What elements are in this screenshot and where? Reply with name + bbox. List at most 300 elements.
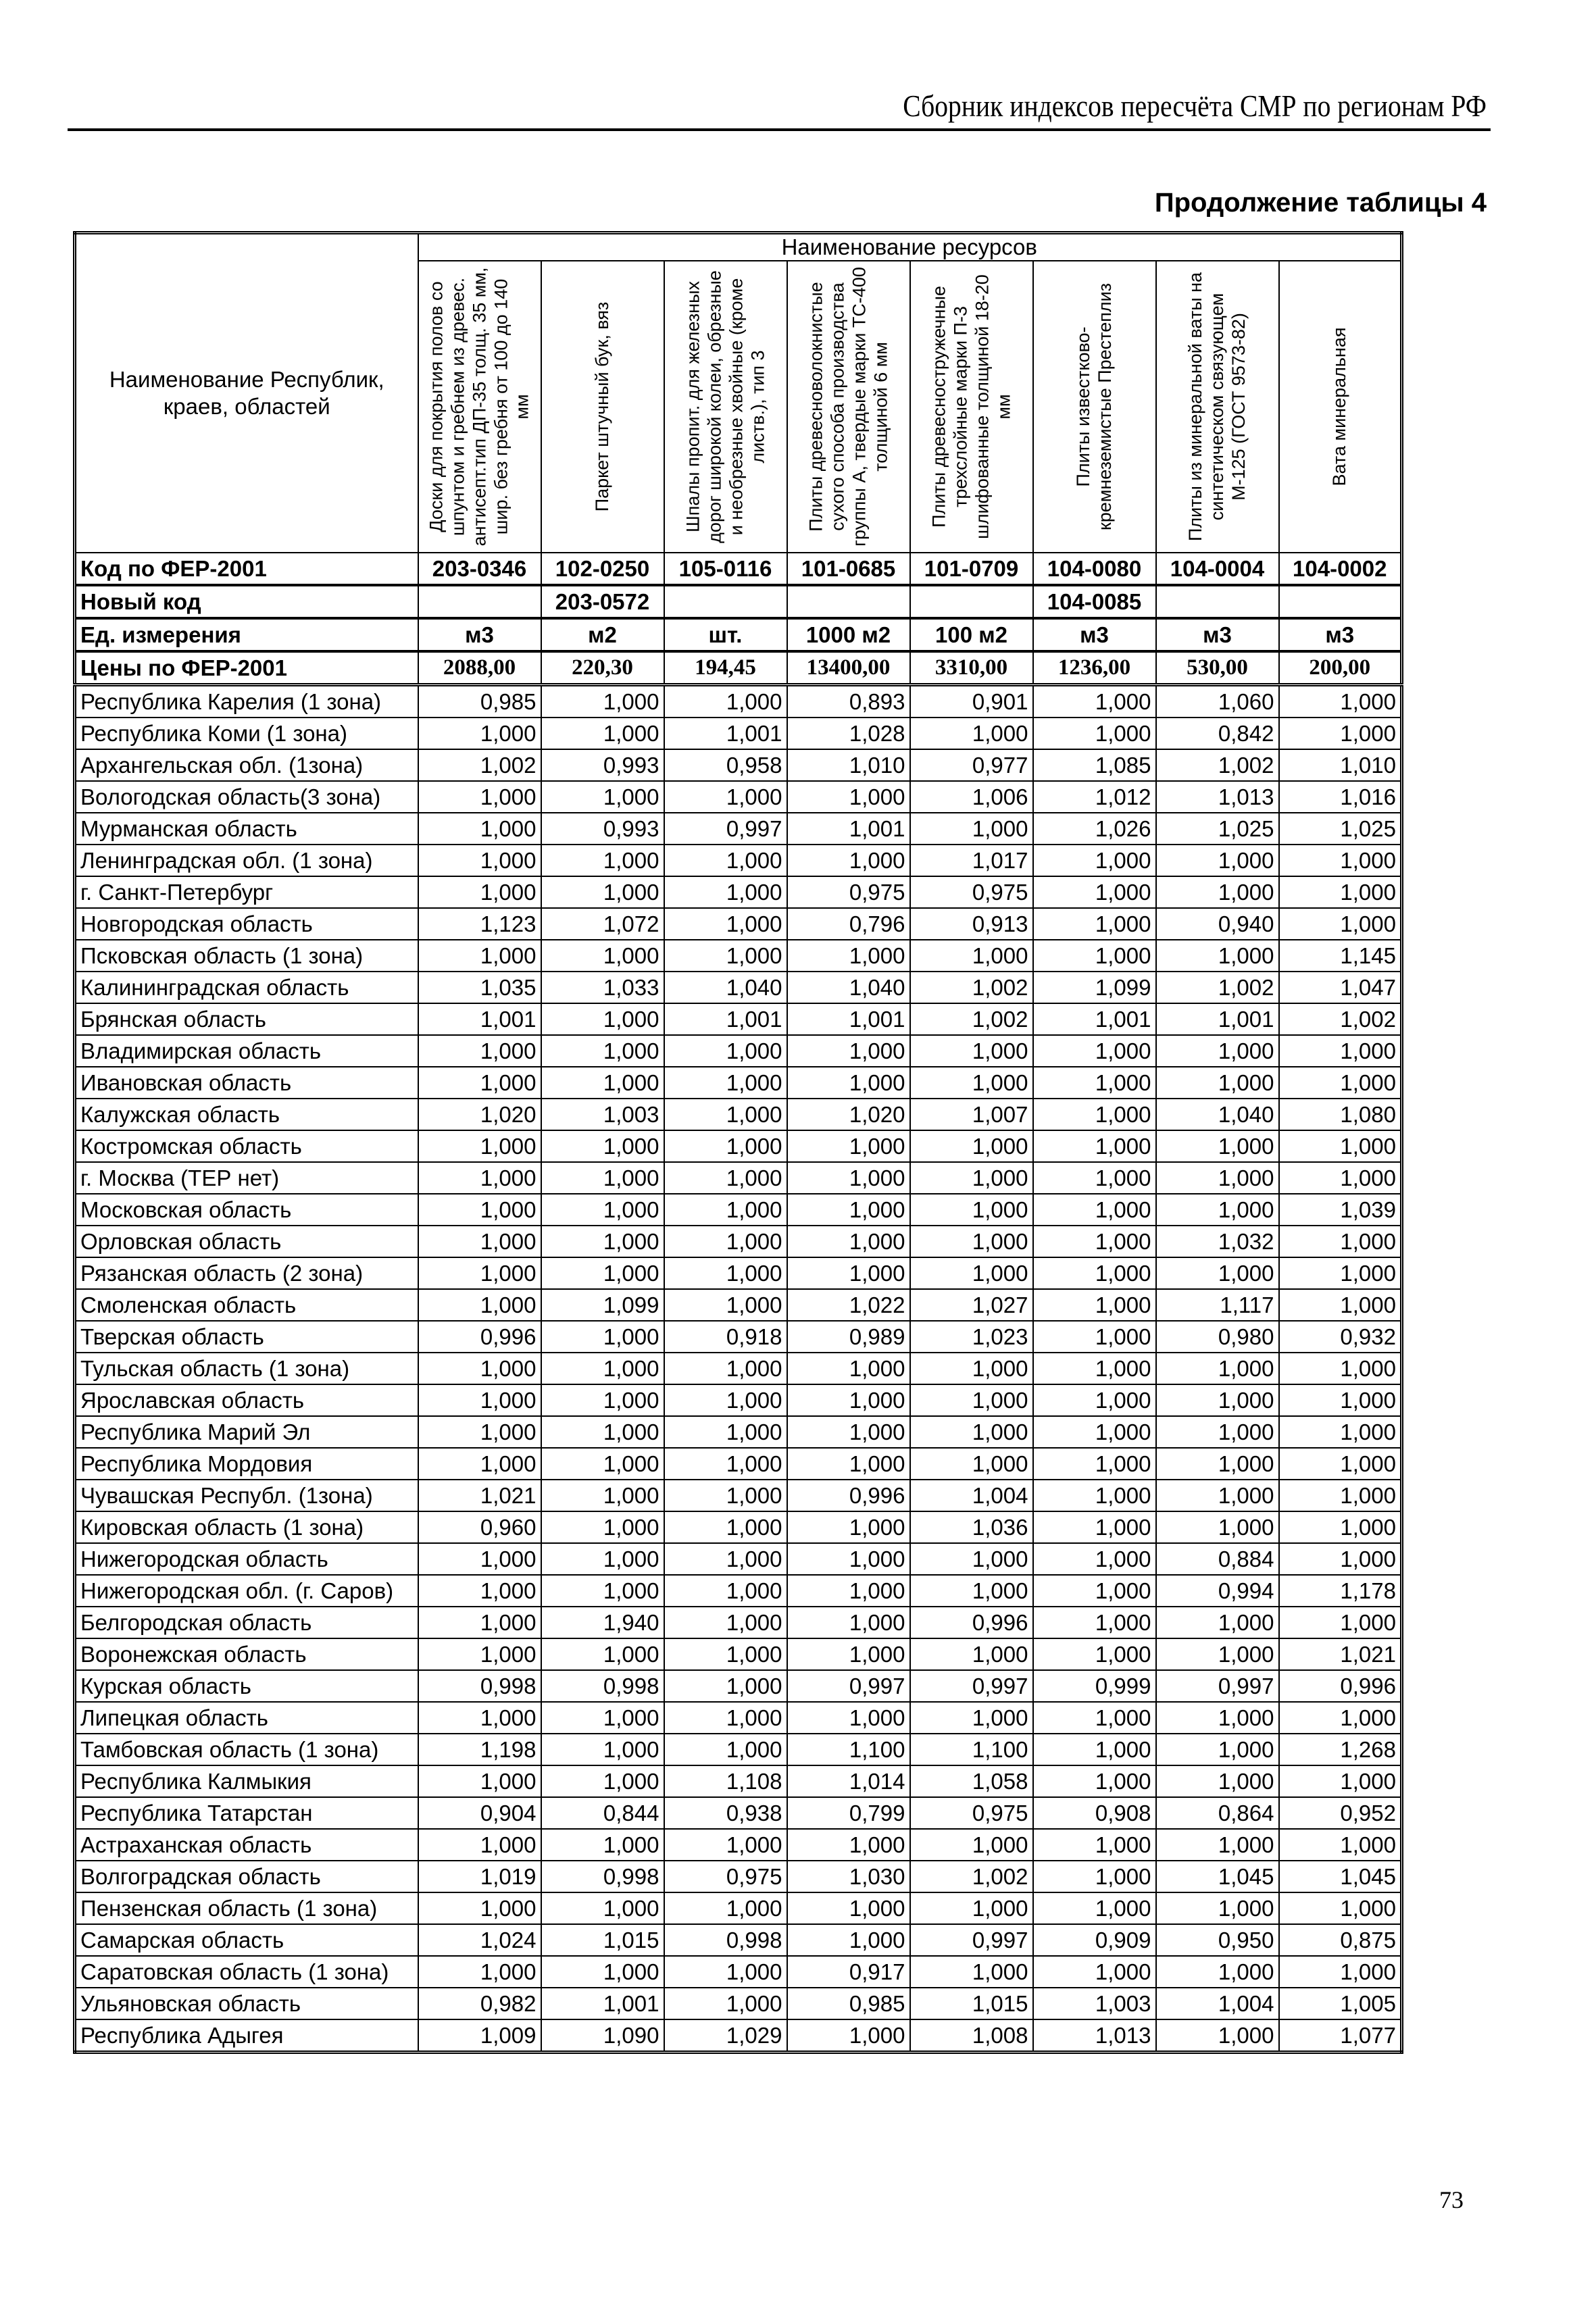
index-value: 1,002 <box>910 1861 1033 1892</box>
index-value: 1,026 <box>1033 813 1156 845</box>
header-rule <box>68 128 1491 131</box>
meta-cell <box>1279 585 1402 618</box>
index-value: 1,000 <box>1156 1480 1279 1511</box>
index-value: 1,268 <box>1279 1734 1402 1765</box>
index-value: 1,000 <box>787 1638 910 1670</box>
index-value: 1,000 <box>1033 1511 1156 1543</box>
index-value: 0,952 <box>1279 1797 1402 1829</box>
index-value: 1,012 <box>1033 781 1156 813</box>
index-value: 1,000 <box>1279 1480 1402 1511</box>
index-value: 1,000 <box>1156 1035 1279 1067</box>
index-value: 1,000 <box>664 1607 787 1638</box>
index-value: 0,940 <box>1156 908 1279 940</box>
index-value: 1,000 <box>1279 685 1402 718</box>
index-value: 0,844 <box>541 1797 664 1829</box>
index-value: 1,058 <box>910 1765 1033 1797</box>
region-name: Московская область <box>75 1194 418 1226</box>
region-name: Калининградская область <box>75 972 418 1003</box>
index-value: 1,000 <box>910 940 1033 972</box>
index-value: 1,000 <box>787 1448 910 1480</box>
meta-cell: 203-0572 <box>541 585 664 618</box>
region-name: Республика Мордовия <box>75 1448 418 1480</box>
table-row <box>75 1162 1402 1194</box>
index-value: 1,000 <box>418 1162 541 1194</box>
index-value: 1,000 <box>1156 1384 1279 1416</box>
index-value: 1,000 <box>1279 1416 1402 1448</box>
index-value: 1,000 <box>664 1353 787 1384</box>
index-value: 1,000 <box>1156 1511 1279 1543</box>
unit-row <box>75 618 1402 651</box>
index-value: 0,993 <box>541 813 664 845</box>
index-value: 1,000 <box>787 1511 910 1543</box>
index-value: 1,000 <box>787 940 910 972</box>
index-value: 1,000 <box>1156 876 1279 908</box>
index-value: 1,027 <box>910 1289 1033 1321</box>
index-value: 1,000 <box>418 1448 541 1480</box>
index-table <box>73 231 1403 2054</box>
index-value: 1,000 <box>1033 1448 1156 1480</box>
resource-name: Паркет штучный бук, вяз <box>591 301 612 512</box>
region-name: Кировская область (1 зона) <box>75 1511 418 1543</box>
index-value: 0,975 <box>787 876 910 908</box>
index-value: 1,000 <box>910 1194 1033 1226</box>
index-value: 1,001 <box>1156 1003 1279 1035</box>
index-value: 1,077 <box>1279 2019 1402 2053</box>
index-value: 1,000 <box>664 1670 787 1702</box>
meta-cell: 220,30 <box>541 651 664 685</box>
index-value: 1,000 <box>910 1035 1033 1067</box>
index-value: 1,000 <box>541 1480 664 1511</box>
index-value: 1,080 <box>1279 1099 1402 1130</box>
index-value: 1,100 <box>787 1734 910 1765</box>
index-value: 1,072 <box>541 908 664 940</box>
index-value: 1,036 <box>910 1511 1033 1543</box>
index-value: 1,040 <box>664 972 787 1003</box>
index-value: 0,997 <box>910 1670 1033 1702</box>
index-value: 1,017 <box>910 845 1033 876</box>
region-name: Республика Татарстан <box>75 1797 418 1829</box>
index-value: 1,000 <box>664 845 787 876</box>
region-name: Воронежская область <box>75 1638 418 1670</box>
table-row <box>75 1099 1402 1130</box>
index-value: 1,000 <box>1033 1194 1156 1226</box>
index-value: 1,003 <box>1033 1988 1156 2019</box>
index-value: 1,000 <box>664 876 787 908</box>
index-value: 1,003 <box>541 1099 664 1130</box>
index-value: 0,985 <box>418 685 541 718</box>
index-value: 1,000 <box>418 1384 541 1416</box>
index-value: 0,799 <box>787 1797 910 1829</box>
table-row <box>75 1321 1402 1353</box>
code-row <box>75 553 1402 585</box>
index-value: 1,000 <box>664 1480 787 1511</box>
index-value: 1,000 <box>541 781 664 813</box>
index-value: 1,000 <box>664 1257 787 1289</box>
index-value: 1,015 <box>910 1988 1033 2019</box>
index-value: 1,000 <box>1279 845 1402 876</box>
meta-label: Цены по ФЕР-2001 <box>75 651 418 685</box>
index-value: 1,000 <box>1156 1765 1279 1797</box>
index-value: 1,000 <box>1279 1607 1402 1638</box>
index-value: 1,010 <box>787 749 910 781</box>
index-value: 1,000 <box>1279 1829 1402 1861</box>
index-value: 0,904 <box>418 1797 541 1829</box>
region-name: Ярославская область <box>75 1384 418 1416</box>
index-value: 1,025 <box>1279 813 1402 845</box>
meta-cell: 102-0250 <box>541 553 664 585</box>
index-value: 1,000 <box>1033 1956 1156 1988</box>
index-value: 1,000 <box>1033 1226 1156 1257</box>
region-name: Рязанская область (2 зона) <box>75 1257 418 1289</box>
resource-name: Доски для покрытия полов со шпунтом и гребнем из древес. антисепт.тип ДП-35 толщ. 35 мм, шир. без гребня от 100 до 140 мм <box>425 267 532 547</box>
index-value: 1,002 <box>1156 972 1279 1003</box>
index-value: 1,006 <box>910 781 1033 813</box>
region-name: г. Москва (ТЕР нет) <box>75 1162 418 1194</box>
index-value: 0,996 <box>1279 1670 1402 1702</box>
table-row <box>75 685 1402 718</box>
resource-column-header <box>418 261 541 553</box>
table-row <box>75 1734 1402 1765</box>
index-value: 0,997 <box>1156 1670 1279 1702</box>
index-value: 1,000 <box>1033 718 1156 749</box>
meta-cell: 13400,00 <box>787 651 910 685</box>
index-value: 1,000 <box>1279 1702 1402 1734</box>
table-row <box>75 813 1402 845</box>
region-name: Костромская область <box>75 1130 418 1162</box>
index-value: 1,004 <box>910 1480 1033 1511</box>
index-value: 0,908 <box>1033 1797 1156 1829</box>
index-value: 1,000 <box>418 1194 541 1226</box>
index-value: 1,000 <box>910 1543 1033 1575</box>
table-row <box>75 1226 1402 1257</box>
index-value: 0,998 <box>541 1670 664 1702</box>
table-caption: Продолжение таблицы 4 <box>1154 188 1487 218</box>
index-value: 0,998 <box>418 1670 541 1702</box>
index-value: 1,000 <box>541 940 664 972</box>
index-value: 1,000 <box>418 1035 541 1067</box>
resource-column-header <box>664 261 787 553</box>
meta-cell: 100 м2 <box>910 618 1033 651</box>
index-value: 1,000 <box>910 1956 1033 1988</box>
index-value: 1,000 <box>418 1543 541 1575</box>
index-value: 1,020 <box>418 1099 541 1130</box>
index-value: 1,000 <box>541 876 664 908</box>
meta-cell <box>910 585 1033 618</box>
index-value: 0,796 <box>787 908 910 940</box>
meta-cell: 105-0116 <box>664 553 787 585</box>
table-row <box>75 1638 1402 1670</box>
index-value: 1,000 <box>1156 1194 1279 1226</box>
meta-cell: м3 <box>1279 618 1402 651</box>
index-value: 0,958 <box>664 749 787 781</box>
index-value: 0,864 <box>1156 1797 1279 1829</box>
index-value: 1,000 <box>664 1162 787 1194</box>
index-value: 1,030 <box>787 1861 910 1892</box>
new-code-row <box>75 585 1402 618</box>
index-value: 1,000 <box>910 813 1033 845</box>
table-row <box>75 1956 1402 1988</box>
index-value: 1,000 <box>787 2019 910 2053</box>
region-name: Тамбовская область (1 зона) <box>75 1734 418 1765</box>
resource-column-header <box>787 261 910 553</box>
meta-label: Код по ФЕР-2001 <box>75 553 418 585</box>
index-value: 1,000 <box>1156 2019 1279 2053</box>
index-value: 1,000 <box>1033 1638 1156 1670</box>
index-value: 1,000 <box>787 1035 910 1067</box>
table-row <box>75 1035 1402 1067</box>
index-value: 1,002 <box>1156 749 1279 781</box>
region-name: Архангельская обл. (1зона) <box>75 749 418 781</box>
index-value: 1,040 <box>787 972 910 1003</box>
table-row <box>75 1448 1402 1480</box>
index-value: 0,996 <box>787 1480 910 1511</box>
index-value: 1,000 <box>664 685 787 718</box>
table-row <box>75 845 1402 876</box>
region-name: Новгородская область <box>75 908 418 940</box>
index-value: 1,000 <box>1279 1543 1402 1575</box>
meta-cell: 194,45 <box>664 651 787 685</box>
index-value: 1,090 <box>541 2019 664 2053</box>
index-value: 1,000 <box>787 1543 910 1575</box>
meta-label: Ед. измерения <box>75 618 418 651</box>
index-value: 1,000 <box>787 1575 910 1607</box>
index-value: 1,019 <box>418 1861 541 1892</box>
index-value: 1,000 <box>664 1511 787 1543</box>
region-name: Республика Марий Эл <box>75 1416 418 1448</box>
meta-cell: 3310,00 <box>910 651 1033 685</box>
index-value: 1,015 <box>541 1924 664 1956</box>
meta-cell: 200,00 <box>1279 651 1402 685</box>
index-value: 0,982 <box>418 1988 541 2019</box>
index-value: 1,007 <box>910 1099 1033 1130</box>
index-value: 1,000 <box>1033 1829 1156 1861</box>
index-value: 1,000 <box>418 781 541 813</box>
index-value: 0,950 <box>1156 1924 1279 1956</box>
index-value: 1,000 <box>787 1416 910 1448</box>
index-value: 1,178 <box>1279 1575 1402 1607</box>
index-value: 0,975 <box>910 876 1033 908</box>
index-value: 1,085 <box>1033 749 1156 781</box>
region-name: Мурманская область <box>75 813 418 845</box>
index-value: 1,000 <box>1033 685 1156 718</box>
index-value: 1,123 <box>418 908 541 940</box>
index-value: 1,000 <box>664 1829 787 1861</box>
index-value: 1,117 <box>1156 1289 1279 1321</box>
index-value: 1,010 <box>1279 749 1402 781</box>
index-value: 1,000 <box>787 1384 910 1416</box>
index-value: 1,000 <box>910 1416 1033 1448</box>
index-value: 1,099 <box>541 1289 664 1321</box>
index-value: 1,035 <box>418 972 541 1003</box>
table-row <box>75 1702 1402 1734</box>
region-name: Нижегородская обл. (г. Саров) <box>75 1575 418 1607</box>
meta-cell: 1000 м2 <box>787 618 910 651</box>
index-value: 1,022 <box>787 1289 910 1321</box>
meta-cell: м3 <box>1156 618 1279 651</box>
index-value: 1,000 <box>418 1130 541 1162</box>
index-value: 1,000 <box>1156 1638 1279 1670</box>
index-value: 1,000 <box>1033 1480 1156 1511</box>
region-name: Тверская область <box>75 1321 418 1353</box>
index-value: 1,000 <box>1279 1892 1402 1924</box>
index-value: 1,000 <box>1033 1067 1156 1099</box>
index-value: 1,000 <box>787 1257 910 1289</box>
index-value: 1,000 <box>1033 876 1156 908</box>
region-name: Смоленская область <box>75 1289 418 1321</box>
index-value: 0,989 <box>787 1321 910 1353</box>
index-value: 0,893 <box>787 685 910 718</box>
region-column-header: Наименование Республик, краев, областей <box>75 233 418 553</box>
table-row <box>75 1892 1402 1924</box>
index-value: 1,000 <box>910 1448 1033 1480</box>
meta-cell: 101-0685 <box>787 553 910 585</box>
index-value: 1,021 <box>418 1480 541 1511</box>
index-value: 1,000 <box>1156 1448 1279 1480</box>
meta-cell: м3 <box>1033 618 1156 651</box>
meta-cell: 104-0002 <box>1279 553 1402 585</box>
index-value: 1,000 <box>1156 845 1279 876</box>
index-value: 1,000 <box>1156 1607 1279 1638</box>
index-value: 1,000 <box>664 1226 787 1257</box>
index-value: 1,000 <box>1033 1257 1156 1289</box>
index-value: 1,000 <box>1033 940 1156 972</box>
meta-cell: шт. <box>664 618 787 651</box>
index-value: 1,000 <box>418 1702 541 1734</box>
index-value: 1,000 <box>541 1892 664 1924</box>
index-value: 1,000 <box>541 685 664 718</box>
index-value: 1,000 <box>1033 1607 1156 1638</box>
index-value: 1,000 <box>541 1067 664 1099</box>
index-value: 1,013 <box>1033 2019 1156 2053</box>
index-value: 1,000 <box>1033 1575 1156 1607</box>
index-value: 1,001 <box>541 1988 664 2019</box>
region-name: Чувашская Республ. (1зона) <box>75 1480 418 1511</box>
index-value: 0,932 <box>1279 1321 1402 1353</box>
index-value: 1,000 <box>787 845 910 876</box>
index-value: 1,100 <box>910 1734 1033 1765</box>
region-name: Липецкая область <box>75 1702 418 1734</box>
index-value: 1,000 <box>1156 940 1279 972</box>
index-value: 1,001 <box>787 1003 910 1035</box>
index-value: 1,025 <box>1156 813 1279 845</box>
index-value: 1,000 <box>910 1130 1033 1162</box>
index-value: 1,045 <box>1279 1861 1402 1892</box>
index-value: 1,000 <box>787 1067 910 1099</box>
meta-cell: 104-0085 <box>1033 585 1156 618</box>
index-value: 1,000 <box>787 1702 910 1734</box>
index-value: 1,000 <box>418 1289 541 1321</box>
resource-name: Плиты древесноволокнистые сухого способа производства группы А, твердые марки ТС-400 толщиной 6 мм <box>805 267 891 547</box>
region-name: г. Санкт-Петербург <box>75 876 418 908</box>
region-name: Республика Калмыкия <box>75 1765 418 1797</box>
index-value: 0,977 <box>910 749 1033 781</box>
index-value: 1,028 <box>787 718 910 749</box>
index-value: 1,000 <box>418 718 541 749</box>
index-value: 1,000 <box>418 1765 541 1797</box>
index-value: 1,000 <box>541 1130 664 1162</box>
region-name: Псковская область (1 зона) <box>75 940 418 972</box>
index-value: 1,000 <box>418 1226 541 1257</box>
index-value: 1,000 <box>1156 1734 1279 1765</box>
index-value: 1,000 <box>541 1575 664 1607</box>
resource-column-header <box>1279 261 1402 553</box>
resource-name: Плиты из минеральной ваты на синтетическом связующем М-125 (ГОСТ 9573-82) <box>1184 272 1249 542</box>
index-value: 1,000 <box>664 1384 787 1416</box>
resource-name: Плиты известково-кремнеземистые Престеплиз <box>1072 282 1115 531</box>
index-value: 0,913 <box>910 908 1033 940</box>
region-name: Республика Карелия (1 зона) <box>75 685 418 718</box>
region-name: Белгородская область <box>75 1607 418 1638</box>
index-value: 1,198 <box>418 1734 541 1765</box>
index-value: 1,000 <box>1279 908 1402 940</box>
index-value: 0,917 <box>787 1956 910 1988</box>
index-value: 1,000 <box>1279 1130 1402 1162</box>
index-value: 1,000 <box>787 1829 910 1861</box>
index-value: 1,047 <box>1279 972 1402 1003</box>
index-value: 1,000 <box>541 1194 664 1226</box>
index-value: 1,000 <box>664 1289 787 1321</box>
table-row <box>75 1924 1402 1956</box>
index-value: 0,918 <box>664 1321 787 1353</box>
meta-cell <box>1156 585 1279 618</box>
index-value: 0,980 <box>1156 1321 1279 1353</box>
index-value: 1,000 <box>1156 1956 1279 1988</box>
table-row <box>75 972 1402 1003</box>
index-value: 1,000 <box>1033 1321 1156 1353</box>
index-value: 0,884 <box>1156 1543 1279 1575</box>
table-row <box>75 749 1402 781</box>
table-row <box>75 876 1402 908</box>
index-value: 1,000 <box>1279 1257 1402 1289</box>
index-value: 1,000 <box>418 1892 541 1924</box>
index-value: 1,000 <box>1156 1162 1279 1194</box>
index-value: 1,000 <box>1033 1765 1156 1797</box>
index-value: 1,000 <box>910 1384 1033 1416</box>
index-value: 1,001 <box>787 813 910 845</box>
table-row <box>75 718 1402 749</box>
index-value: 0,938 <box>664 1797 787 1829</box>
region-name: Владимирская область <box>75 1035 418 1067</box>
table-row <box>75 1988 1402 2019</box>
region-name: Курская область <box>75 1670 418 1702</box>
table-row <box>75 1829 1402 1861</box>
index-value: 1,000 <box>1279 1289 1402 1321</box>
table-row <box>75 1289 1402 1321</box>
region-name: Вологодская область(3 зона) <box>75 781 418 813</box>
index-value: 1,001 <box>1033 1003 1156 1035</box>
meta-cell <box>787 585 910 618</box>
meta-cell <box>418 585 541 618</box>
index-value: 1,000 <box>1279 1956 1402 1988</box>
index-value: 1,000 <box>1156 1257 1279 1289</box>
index-value: 1,000 <box>541 718 664 749</box>
index-value: 1,000 <box>664 1543 787 1575</box>
index-value: 1,000 <box>541 1702 664 1734</box>
index-value: 1,000 <box>664 1892 787 1924</box>
index-value: 1,000 <box>541 1384 664 1416</box>
index-value: 1,000 <box>541 845 664 876</box>
region-name: Волгоградская область <box>75 1861 418 1892</box>
index-value: 1,002 <box>418 749 541 781</box>
index-value: 1,000 <box>1279 1035 1402 1067</box>
index-value: 1,000 <box>1156 1067 1279 1099</box>
table-row <box>75 1797 1402 1829</box>
page-number: 73 <box>1439 2186 1464 2213</box>
index-value: 1,000 <box>787 1130 910 1162</box>
index-value: 1,000 <box>664 1067 787 1099</box>
index-value: 1,000 <box>787 1226 910 1257</box>
index-value: 1,000 <box>1033 1035 1156 1067</box>
